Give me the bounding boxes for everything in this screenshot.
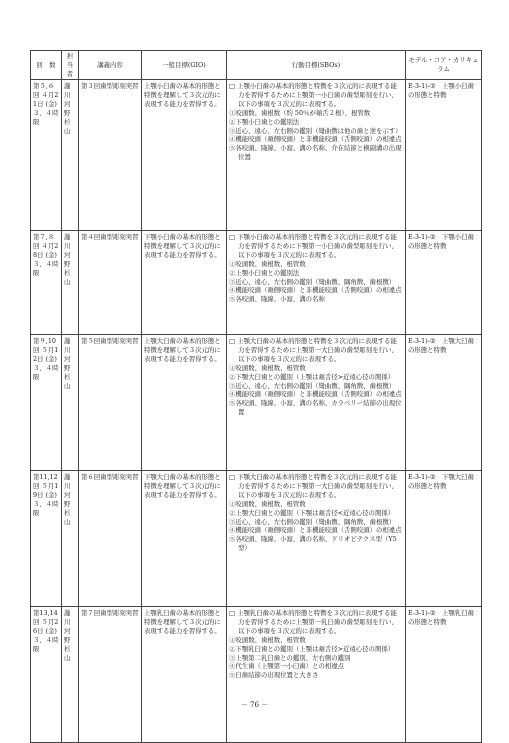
sbo-item: ②下顎大臼歯との鑑別（上顎は頬舌径>近遠心径の関係） [229, 372, 395, 381]
sbo-item: ⑤各咬頭、隆線、小窩、溝の名称、カラベリー結節の出現位置 [229, 399, 402, 417]
sbo-item: ③上顎第二乳臼歯との鑑別、左右側の鑑別 [229, 653, 351, 662]
header-model-core: モデル・コア・カリキュラム [406, 51, 482, 80]
sbo-item: ④機能咬頭（頬側咬頭）と非機能咬頭（舌側咬頭）の相違点 [229, 135, 402, 144]
header-teacher: 担当者 [62, 51, 79, 80]
session-cell: 第13,14回 ５月26日 (金) ３、４時限 [31, 607, 62, 743]
teacher-cell: 瀧川 河野 杉山 [62, 231, 79, 335]
session-cell: 第７,８回 ４月28日 (金) ３、４時限 [31, 231, 62, 335]
sbo-heading: □ 下顎大臼歯の基本的形態と特徴を３次元的に表現する能力を習得するために下顎第一大臼歯の歯型彫刻を行い、以下の事項を３次元的に表現する。 [229, 473, 398, 500]
sbo-item: ①咬頭数、歯根数、根管数 [229, 635, 306, 644]
table-row [31, 471, 482, 607]
sbo-item: ③近心、遠心、左右側の鑑別（彎曲徴、隅角徴、歯根徴） [229, 381, 396, 390]
table-row [31, 607, 482, 743]
sbo-item: ④機能咬頭（頬側咬頭）と非機能咬頭（舌側咬頭）の相違点 [229, 286, 402, 295]
teacher-cell: 瀧川 河野 杉山 [62, 607, 79, 743]
header-content: 講義内容 [79, 51, 142, 80]
sbo-item: ④機能咬頭（頬側咬頭）と非機能咬頭（舌側咬頭）の相違点 [229, 526, 402, 535]
sbo-heading: □ 上顎大臼歯の基本的形態と特徴を３次元的に表現する能力を習得するために上顎第一大臼歯の歯型彫刻を行い、以下の事項を３次元的に表現する。 [229, 337, 398, 364]
sbos-cell [227, 335, 406, 471]
sbo-item: ②上顎小臼歯との鑑別法 [229, 268, 300, 277]
page-number: － 76 － [240, 701, 269, 709]
sbo-item: ①咬頭数、歯根数（約 50％が頬舌２根）、根管数 [229, 108, 371, 117]
sbo-heading: □ 下顎小臼歯の基本的形態と特徴を３次元的に表現する能力を習得するために下顎第一小臼歯の歯型彫刻を行い、以下の事項を３次元的に表現する。 [229, 233, 398, 260]
sbo-item: ②下顎小臼歯との鑑別法 [229, 117, 300, 126]
sbo-item: ①咬頭数、歯根数、根管数 [229, 499, 306, 508]
model-core-cell: E-3-1)-② 下顎小臼歯の形態と特徴 [406, 231, 482, 335]
session-cell: 第９,10回 ５月12日 (金) ３、４時限 [31, 335, 62, 471]
gio-cell: 上顎小臼歯の基本的形態と特徴を理解して３次元的に表現する能力を習得する。 [142, 80, 227, 231]
sbo-item: ①咬頭数、歯根数、根管数 [229, 363, 306, 372]
sbo-item: ④機能咬頭（頬側咬頭）と非機能咬頭（舌側咬頭）の相違点 [229, 390, 402, 399]
sbos-cell [227, 80, 406, 231]
sbo-item: ②下顎乳臼歯との鑑別（上顎は頬舌径>近遠心径の関係） [229, 644, 395, 653]
model-core-cell: E-3-1)-② 下顎大臼歯の形態と特徴 [406, 471, 482, 607]
sbo-heading: □ 上顎乳臼歯の基本的形態と特徴を３次元的に表現する能力を習得するために上顎第一乳臼歯の歯型彫刻を行い、以下の事項を３次元的に表現する。 [229, 609, 398, 636]
sbo-item: ④代生歯（上顎第一小臼歯）との相違点 [229, 662, 345, 671]
table-header-row [31, 51, 482, 80]
table-row [31, 231, 482, 335]
gio-cell: 下顎小臼歯の基本的形態と特徴を理解して３次元的に表現する能力を習得する。 [142, 231, 227, 335]
sbo-item: ⑤各咬頭、隆線、小窩、溝の名称、ドリオピテクス型（Y5 型） [229, 535, 397, 553]
session-cell: 第11,12回 ５月19日 (金) ３、４時限 [31, 471, 62, 607]
content-cell: 第６回歯型彫刻実習 [79, 471, 142, 607]
model-core-cell: E-3-1)-② 上顎小臼歯の形態と特徴 [406, 80, 482, 231]
content-cell: 第５回歯型彫刻実習 [79, 335, 142, 471]
sbo-item: ②上顎大臼歯との鑑別（下顎は頬舌径<近遠心径の関係） [229, 508, 395, 517]
gio-cell: 上顎大臼歯の基本的形態と特徴を理解して３次元的に表現する能力を習得する。 [142, 335, 227, 471]
sbo-item: ③近心、遠心、左右側の鑑別（彎曲徴、隅角徴、歯根徴） [229, 277, 396, 286]
content-cell: 第４回歯型彫刻実習 [79, 231, 142, 335]
header-sbos: 行動目標(SBOs) [227, 51, 406, 80]
header-gio: 一般目標(GIO) [142, 51, 227, 80]
sbo-item: ③近心、遠心、左右側の鑑別（彎曲徴は他の歯と逆を示す） [229, 126, 402, 135]
gio-cell: 下顎大臼歯の基本的形態と特徴を理解して３次元的に表現する能力を習得する。 [142, 471, 227, 607]
sbo-heading: □ 上顎小臼歯の基本的形態と特徴を３次元的に表現する能力を習得するために上顎第一小臼歯の歯型彫刻を行い、以下の事項を３次元的に表現する。 [229, 82, 398, 109]
sbos-cell [227, 607, 406, 743]
teacher-cell: 瀧川 河野 杉山 [62, 335, 79, 471]
sbos-cell [227, 471, 406, 607]
header-session: 回 数 [31, 51, 62, 80]
model-core-cell: E-3-1)-② 上顎乳臼歯の形態と特徴 [406, 607, 482, 743]
syllabus-table [30, 50, 482, 743]
table-row [31, 335, 482, 471]
sbo-item: ⑤各咬頭、隆線、小窩、溝の名称 [229, 295, 325, 304]
session-cell: 第５,６回 ４月21日 (金) ３、４時限 [31, 80, 62, 231]
content-cell: 第７回歯型彫刻実習 [79, 607, 142, 743]
teacher-cell: 瀧川 河野 杉山 [62, 80, 79, 231]
model-core-cell: E-3-1)-② 上顎大臼歯の形態と特徴 [406, 335, 482, 471]
teacher-cell: 瀧川 河野 杉山 [62, 471, 79, 607]
sbo-item: ①咬頭数、歯根数、根管数 [229, 259, 306, 268]
sbo-item: ③近心、遠心、左右側の鑑別（彎曲徴、隅角徴、歯根徴） [229, 517, 396, 526]
sbo-item: ⑤各咬頭、隆線、小窩、溝の名称、介在結節と横副溝の出現位置 [229, 144, 402, 162]
sbos-cell [227, 231, 406, 335]
syllabus-sheet [30, 50, 481, 743]
table-row [31, 80, 482, 231]
sbo-item: ⑤臼歯結節の出現位置と大きさ [229, 671, 319, 680]
gio-cell: 上顎乳臼歯の基本的形態と特徴を理解して３次元的に表現する能力を習得する。 [142, 607, 227, 743]
content-cell: 第３回歯型彫刻実習 [79, 80, 142, 231]
